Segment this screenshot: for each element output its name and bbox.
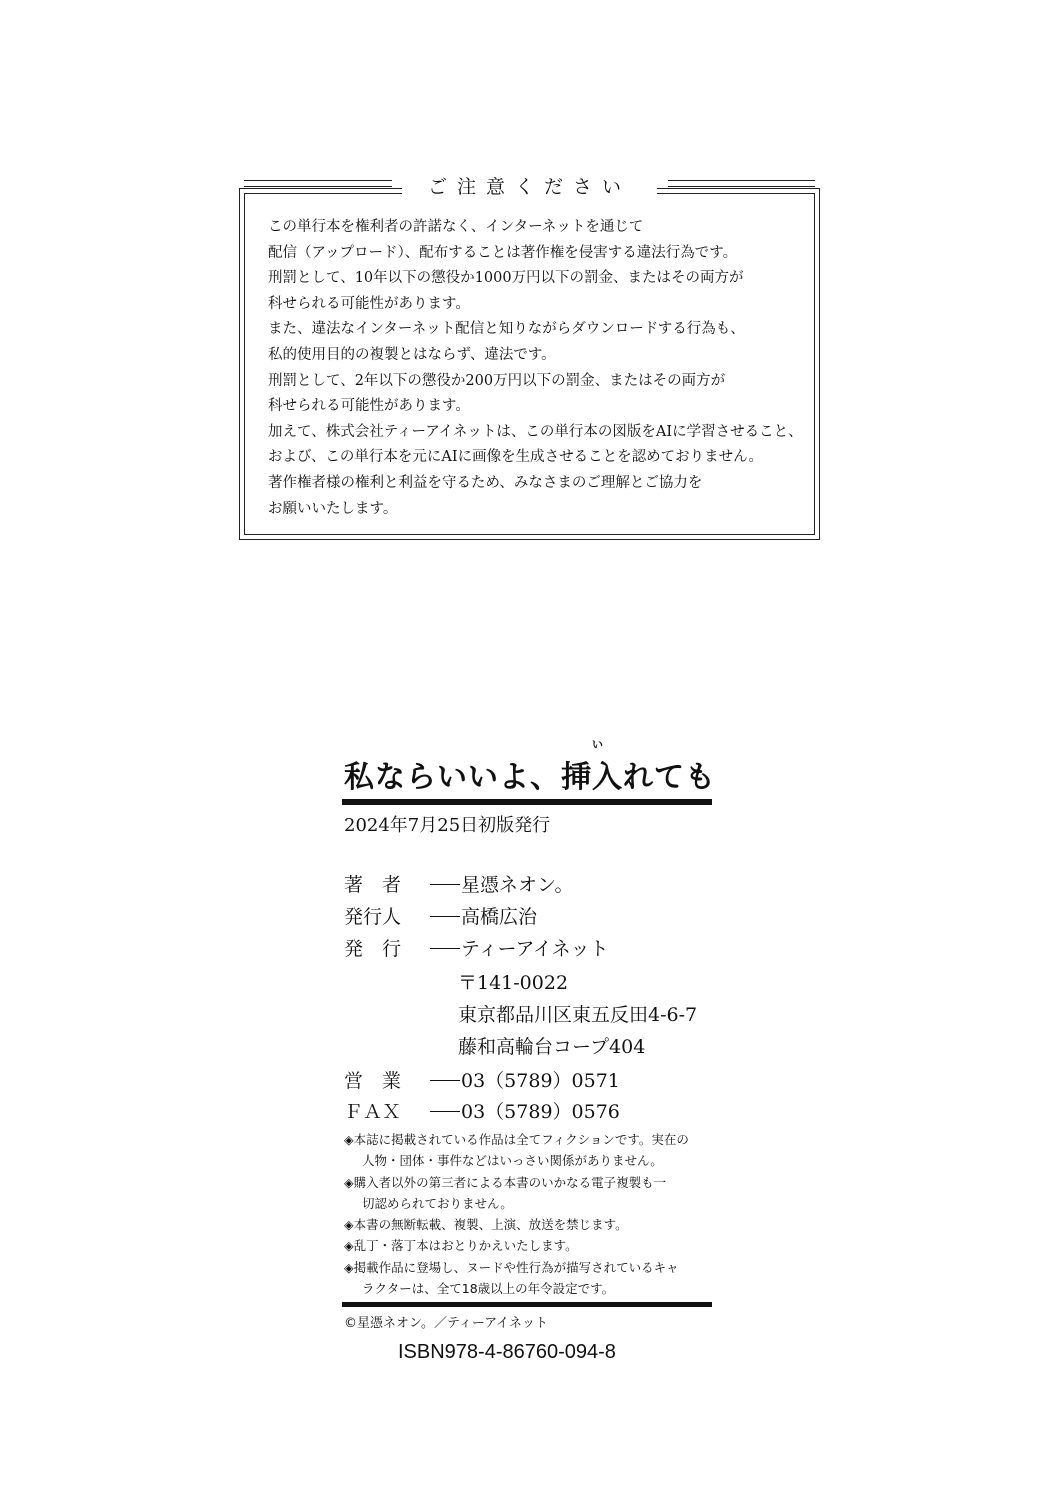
publisher-person-value: 高橋広治	[461, 906, 538, 928]
sales-phone: 03（5789）0571	[461, 1070, 620, 1092]
notice-line: および、この単行本を元にAIに画像を生成させることを認めておりません。	[268, 449, 763, 466]
notice-line: 科せられる可能性があります。	[268, 398, 470, 415]
publisher-value: ティーアイネット	[461, 938, 609, 960]
publisher-label: 発 行	[344, 938, 402, 960]
fax-label: ＦＡＸ	[344, 1101, 402, 1123]
author-row	[344, 870, 573, 900]
publisher-person-row	[344, 902, 537, 932]
note-line: ◈掲載作品に登場し、ヌードや性行為が描写されているキャ	[344, 1259, 679, 1275]
notice-line: 加えて、株式会社ティーアイネットは、この単行本の図版をAIに学習させること、	[268, 423, 803, 440]
note-line: 切認められておりません。	[362, 1195, 513, 1211]
title-ruby: い	[592, 738, 603, 751]
bottom-rule	[342, 1302, 712, 1307]
address-line-1: 東京都品川区東五反田4-6-7	[458, 1004, 698, 1026]
notice-line: 刑罰として、10年以下の懲役か1000万円以下の罰金、またはその両方が	[268, 270, 744, 287]
notice-line: 刑罰として、2年以下の懲役か200万円以下の罰金、またはその両方が	[268, 372, 726, 389]
copyright: ©星憑ネオン。／ティーアイネット	[344, 1316, 548, 1331]
fax-row	[344, 1097, 620, 1127]
publisher-person-label: 発行人	[344, 906, 402, 928]
note-line: ◈本誌に掲載されている作品は全てフィクションです。実在の	[344, 1132, 689, 1147]
note-line: ラクターは、全て18歳以上の年令設定です。	[362, 1281, 615, 1297]
notice-line: また、違法なインターネット配信と知りながらダウンロードする行為も、	[268, 321, 745, 338]
notice-title: ご注意ください	[402, 175, 657, 199]
note-line: ◈乱丁・落丁本はおとりかえいたします。	[344, 1238, 578, 1254]
legal-notes	[344, 1129, 714, 1299]
publish-date: 2024年7月25日初版発行	[344, 815, 551, 836]
notice-line: お願いいたします。	[268, 500, 398, 517]
note-line: 人物・団体・事件などはいっさい関係がありません。	[362, 1153, 663, 1169]
author-label: 著 者	[344, 874, 402, 896]
notice-line: 配信（アップロード）、配布することは著作権を侵害する違法行為です。	[268, 244, 738, 261]
notice-line: 科せられる可能性があります。	[268, 295, 470, 312]
sales-row	[344, 1066, 620, 1096]
author-value: 星憑ネオン。	[461, 874, 574, 896]
notice-line: 私的使用目的の複製とはならず、違法です。	[268, 346, 556, 363]
sales-label: 営 業	[344, 1070, 402, 1092]
notice-line: 著作権者様の権利と利益を守るため、みなさまのご理解とご協力を	[268, 474, 703, 491]
notice-box	[239, 176, 820, 540]
notice-title-rules	[244, 180, 815, 190]
isbn: ISBN978-4-86760-094-8	[398, 1341, 616, 1363]
title-rule	[342, 799, 712, 805]
notice-line: この単行本を権利者の許諾なく、インターネットを通じて	[268, 219, 644, 235]
postal-code: 〒141-0022	[458, 972, 569, 994]
fax-number: 03（5789）0576	[461, 1101, 620, 1123]
address-line-2: 藤和高輪台コープ404	[458, 1036, 646, 1058]
book-title: 私ならいいよ、挿入れても	[344, 760, 716, 795]
publisher-row	[344, 934, 609, 964]
note-line: ◈購入者以外の第三者による本書のいかなる電子複製も一	[344, 1174, 667, 1190]
note-line: ◈本書の無断転載、複製、上演、放送を禁じます。	[344, 1217, 628, 1233]
notice-body	[268, 215, 808, 522]
